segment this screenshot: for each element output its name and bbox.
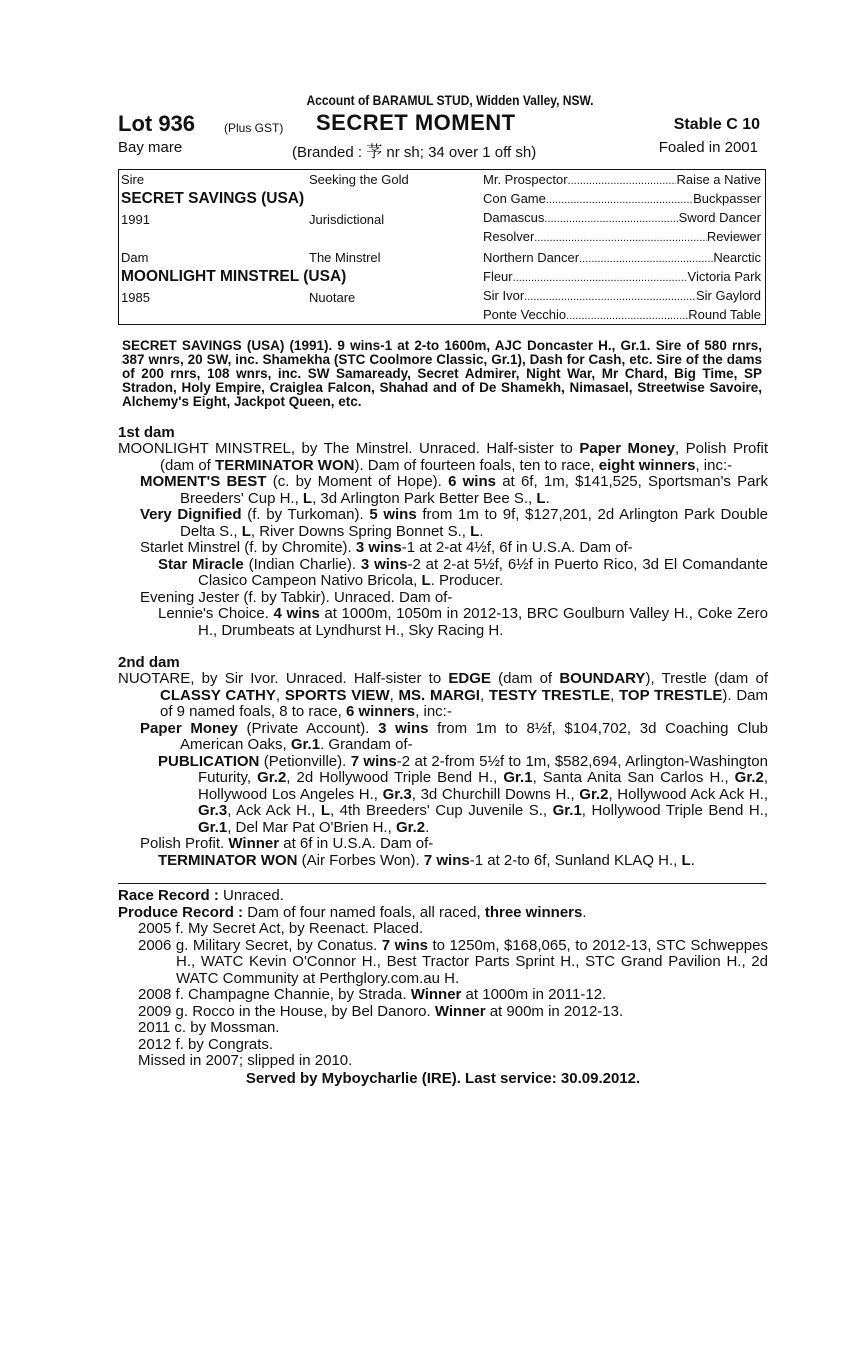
catalogue-page bbox=[118, 92, 768, 1087]
produce-entry: Evening Jester (f. by Tabkir). Unraced. Dam of- bbox=[140, 588, 453, 606]
foal-entry: 2011 c. by Mossman. bbox=[138, 1019, 280, 1036]
produce-record: Produce Record : Dam of four named foals, all raced, three winners. bbox=[118, 903, 587, 921]
lot-number: Lot 936 bbox=[118, 111, 196, 136]
sire-sire: Seeking the Gold bbox=[309, 172, 409, 187]
sire-label: Sire bbox=[121, 172, 145, 187]
plus-gst: (Plus GST) bbox=[224, 121, 284, 135]
grand-produce-entry: Star Miracle (Indian Charlie). 3 wins-2 at 2-at 5½f, 6½f in Puerto Rico, 3d El Comandante Clasico Campeon Nativo Bricola, L. Producer. bbox=[158, 555, 768, 589]
gen3-row: Damascus ..... Sword Dancer bbox=[483, 210, 761, 225]
foaled-year: Foaled in 2001 bbox=[658, 139, 758, 156]
foal-entry: 2012 f. by Congrats. bbox=[138, 1035, 274, 1053]
foal-entry: 2008 f. Champagne Channie, by Strada. Winner at 1000m in 2011-12. bbox=[138, 986, 607, 1003]
gen3-row: Resolver ..... Reviewer bbox=[483, 229, 761, 244]
section-divider bbox=[118, 883, 766, 884]
pedigree-table bbox=[118, 169, 766, 325]
race-record: Race Record : Unraced. bbox=[118, 887, 284, 904]
brand-mark-icon: 芧 bbox=[366, 144, 383, 161]
gen3-row: Sir Ivor ..... Sir Gaylord bbox=[483, 288, 761, 303]
gen3-row: Con Game ..... Buckpasser bbox=[483, 191, 761, 206]
dam-name: MOONLIGHT MINSTREL (USA) bbox=[121, 268, 347, 285]
foal-entry: 2006 g. Military Secret, by Conatus. 7 wins to 1250m, $168,065, to 2012-13, STC Schweppes H., WATC Kevin O'Connor H., Best Tractor Parts Sprint H., STC Grand Pavilion H., 2d WATC Community at Perthglory.com.au H. bbox=[138, 936, 768, 987]
gen3-row: Mr. Prospector ..... Raise a Native bbox=[483, 172, 761, 187]
produce-entry: Very Dignified (f. by Turkoman). 5 wins from 1m to 9f, $127,201, 2d Arlington Park Double Delta S., L, River Downs Spring Bonnet S., L. bbox=[140, 506, 769, 540]
sire-name: SECRET SAVINGS (USA) bbox=[121, 190, 305, 207]
produce-entry: MOMENT'S BEST (c. by Moment of Hope). 6 wins at 6f, 1m, $141,525, Sportsman's Park Breeders' Cup H., L, 3d Arlington Park Better Bee S., L. bbox=[140, 473, 769, 507]
second-dam-intro: NUOTARE, by Sir Ivor. Unraced. Half-sister to EDGE (dam of BOUNDARY), Trestle (dam of CLASSY CATHY, SPORTS VIEW, MS. MARGI, TESTY TRESTLE, TOP TRESTLE). Dam of 9 named foals, 8 to race, 6 winners, inc:- bbox=[118, 670, 769, 720]
grand-produce-entry: TERMINATOR WON (Air Forbes Won). 7 wins-1 at 2-to 6f, Sunland KLAQ H., L. bbox=[158, 851, 695, 869]
first-dam-intro: MOONLIGHT MINSTREL, by The Minstrel. Unraced. Half-sister to Paper Money, Polish Profit (dam of TERMINATOR WON). Dam of fourteen foals, ten to race, eight winners, inc:- bbox=[118, 440, 768, 474]
grand-produce-entry: Lennie's Choice. 4 wins at 1000m, 1050m in 2012-13, BRC Goulburn Valley H., Coke Zero H., Drumbeats at Lyndhurst H., Sky Racing H. bbox=[158, 605, 768, 639]
sire-dam: Jurisdictional bbox=[309, 212, 385, 227]
produce-entry: Polish Profit. Winner at 6f in U.S.A. Dam of- bbox=[140, 835, 434, 852]
gen3-row: Fleur ..... Victoria Park bbox=[483, 269, 761, 284]
brand-info: (Branded : 芧 nr sh; 34 over 1 off sh) bbox=[292, 144, 537, 161]
dam-year: 1985 bbox=[121, 290, 150, 305]
served-note: Served by Myboycharlie (IRE). Last service: 30.09.2012. bbox=[245, 1069, 641, 1087]
horse-details bbox=[118, 139, 768, 165]
produce-entry: Starlet Minstrel (f. by Chromite). 3 wins-1 at 2-at 4½f, 6f in U.S.A. Dam of- bbox=[140, 539, 633, 556]
foal-entry: 2009 g. Rocco in the House, by Bel Danoro. Winner at 900m in 2012-13. bbox=[138, 1002, 624, 1020]
color-sex: Bay mare bbox=[118, 139, 183, 156]
sire-year: 1991 bbox=[121, 212, 150, 227]
produce-entry: Paper Money (Private Account). 3 wins from 1m to 8½f, $104,702, 3d Coaching Club American Oaks, Gr.1. Grandam of- bbox=[140, 719, 769, 753]
dam-sire: The Minstrel bbox=[309, 250, 381, 265]
foal-entry: 2005 f. My Secret Act, by Reenact. Placed. bbox=[138, 920, 424, 937]
sire-summary: SECRET SAVINGS (USA) (1991). 9 wins-1 at 2-to 1600m, AJC Doncaster H., Gr.1. Sire of 580 rnrs, 387 wnrs, 20 SW, inc. Shamekha (STC Coolmore Classic, Gr.1), Dash for Cash, etc. Sire of the dams of 200 rnrs, 108 wnrs, inc. SW Samaready, Secret Admirer, Night War, Mr Chard, Big Time, SP Stradon, Holy Empire, Craiglea Falcon, Shahad and of De Shamekh, Nimasael, Streetwise Savoire, Alchemy's Eight, Jackpot Queen, etc. bbox=[122, 338, 762, 409]
dam-dam: Nuotare bbox=[309, 290, 356, 305]
horse-name: SECRET MOMENT bbox=[316, 110, 516, 135]
second-dam-heading: 2nd dam bbox=[118, 654, 180, 671]
gen3-row: Northern Dancer ..... Nearctic bbox=[483, 250, 761, 265]
stable-location: Stable C 10 bbox=[673, 116, 760, 133]
dam-label: Dam bbox=[121, 250, 149, 265]
grand-produce-entry: PUBLICATION (Petionville). 7 wins-2 at 2-from 5½f to 1m, $582,694, Arlington-Washington Futurity, Gr.2, 2d Hollywood Triple Bend H., Gr.1, Santa Anita San Carlos H., Gr.2, Hollywood Los Angeles H., Gr.3, 3d Churchill Downs H., Gr.2, Hollywood Ack Ack H., Gr.3, Ack Ack H., L, 4th Breeders' Cup Juvenile S., Gr.1, Hollywood Triple Bend H., Gr.1, Del Mar Pat O'Brien H., Gr.2. bbox=[158, 752, 769, 836]
first-dam-heading: 1st dam bbox=[118, 424, 175, 441]
lot-header bbox=[118, 111, 768, 139]
foal-entry: Missed in 2007; slipped in 2010. bbox=[138, 1052, 353, 1069]
vendor-account: Account of BARAMUL STUD, Widden Valley, NSW. bbox=[306, 92, 594, 108]
gen3-row: Ponte Vecchio ..... Round Table bbox=[483, 307, 761, 322]
